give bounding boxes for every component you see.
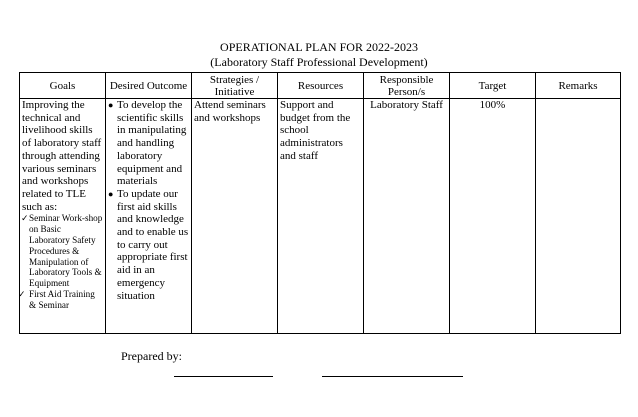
strategies-cell: Attend seminars and workshops	[192, 99, 278, 334]
desired-outcome-list	[108, 99, 189, 302]
goal-item-text: Seminar Work-shop on Basic Laboratory Safety Procedures & Manipulation of Laboratory Tools & Equipment	[29, 213, 103, 289]
goals-list	[18, 213, 103, 310]
list-item	[19, 289, 103, 311]
outcome-text: To update our first aid skills and knowledge and to enable us to carry out appropriate first aid in an emergency situation	[117, 187, 189, 302]
header-desired-outcome: Desired Outcome	[106, 73, 192, 99]
document-title: OPERATIONAL PLAN FOR 2022-2023	[220, 40, 418, 54]
bullet-icon: ●	[108, 188, 114, 199]
list-item	[108, 99, 189, 188]
goal-item-text: First Aid Training & Seminar	[29, 288, 95, 310]
header-strategies: Strategies / Initiative	[192, 73, 278, 99]
prepared-by-label: Prepared by:	[121, 349, 182, 363]
goals-text: Improving the technical and livelihood skills of laboratory staff through attending various seminars and workshops related to TLE such as:	[22, 99, 102, 213]
target-cell: 100%	[450, 99, 536, 334]
table-header-row	[20, 73, 621, 99]
resources-cell: Support and budget from the school administrators and staff	[278, 99, 364, 334]
signature-line	[322, 376, 463, 377]
list-item	[108, 188, 189, 302]
table-row	[20, 99, 621, 334]
goals-cell	[20, 99, 106, 334]
header-resources: Resources	[278, 73, 364, 99]
remarks-cell	[536, 99, 621, 334]
checkmark-icon: ✓	[21, 213, 29, 224]
signature-line	[174, 376, 273, 377]
bullet-icon: ●	[108, 100, 114, 110]
header-target: Target	[450, 73, 536, 99]
outcome-text: To develop the scientific skills in manipulating and handling laboratory equipment and materials	[117, 99, 187, 188]
checkmark-icon: ✓	[18, 288, 26, 299]
header-remarks: Remarks	[536, 73, 621, 99]
desired-outcome-cell	[106, 99, 192, 334]
header-responsible: Responsible Person/s	[364, 73, 450, 99]
header-goals: Goals	[20, 73, 106, 99]
responsible-cell: Laboratory Staff	[364, 99, 450, 334]
list-item	[22, 213, 103, 289]
operational-plan-table	[19, 72, 621, 334]
document-subtitle: (Laboratory Staff Professional Development)	[210, 55, 428, 69]
